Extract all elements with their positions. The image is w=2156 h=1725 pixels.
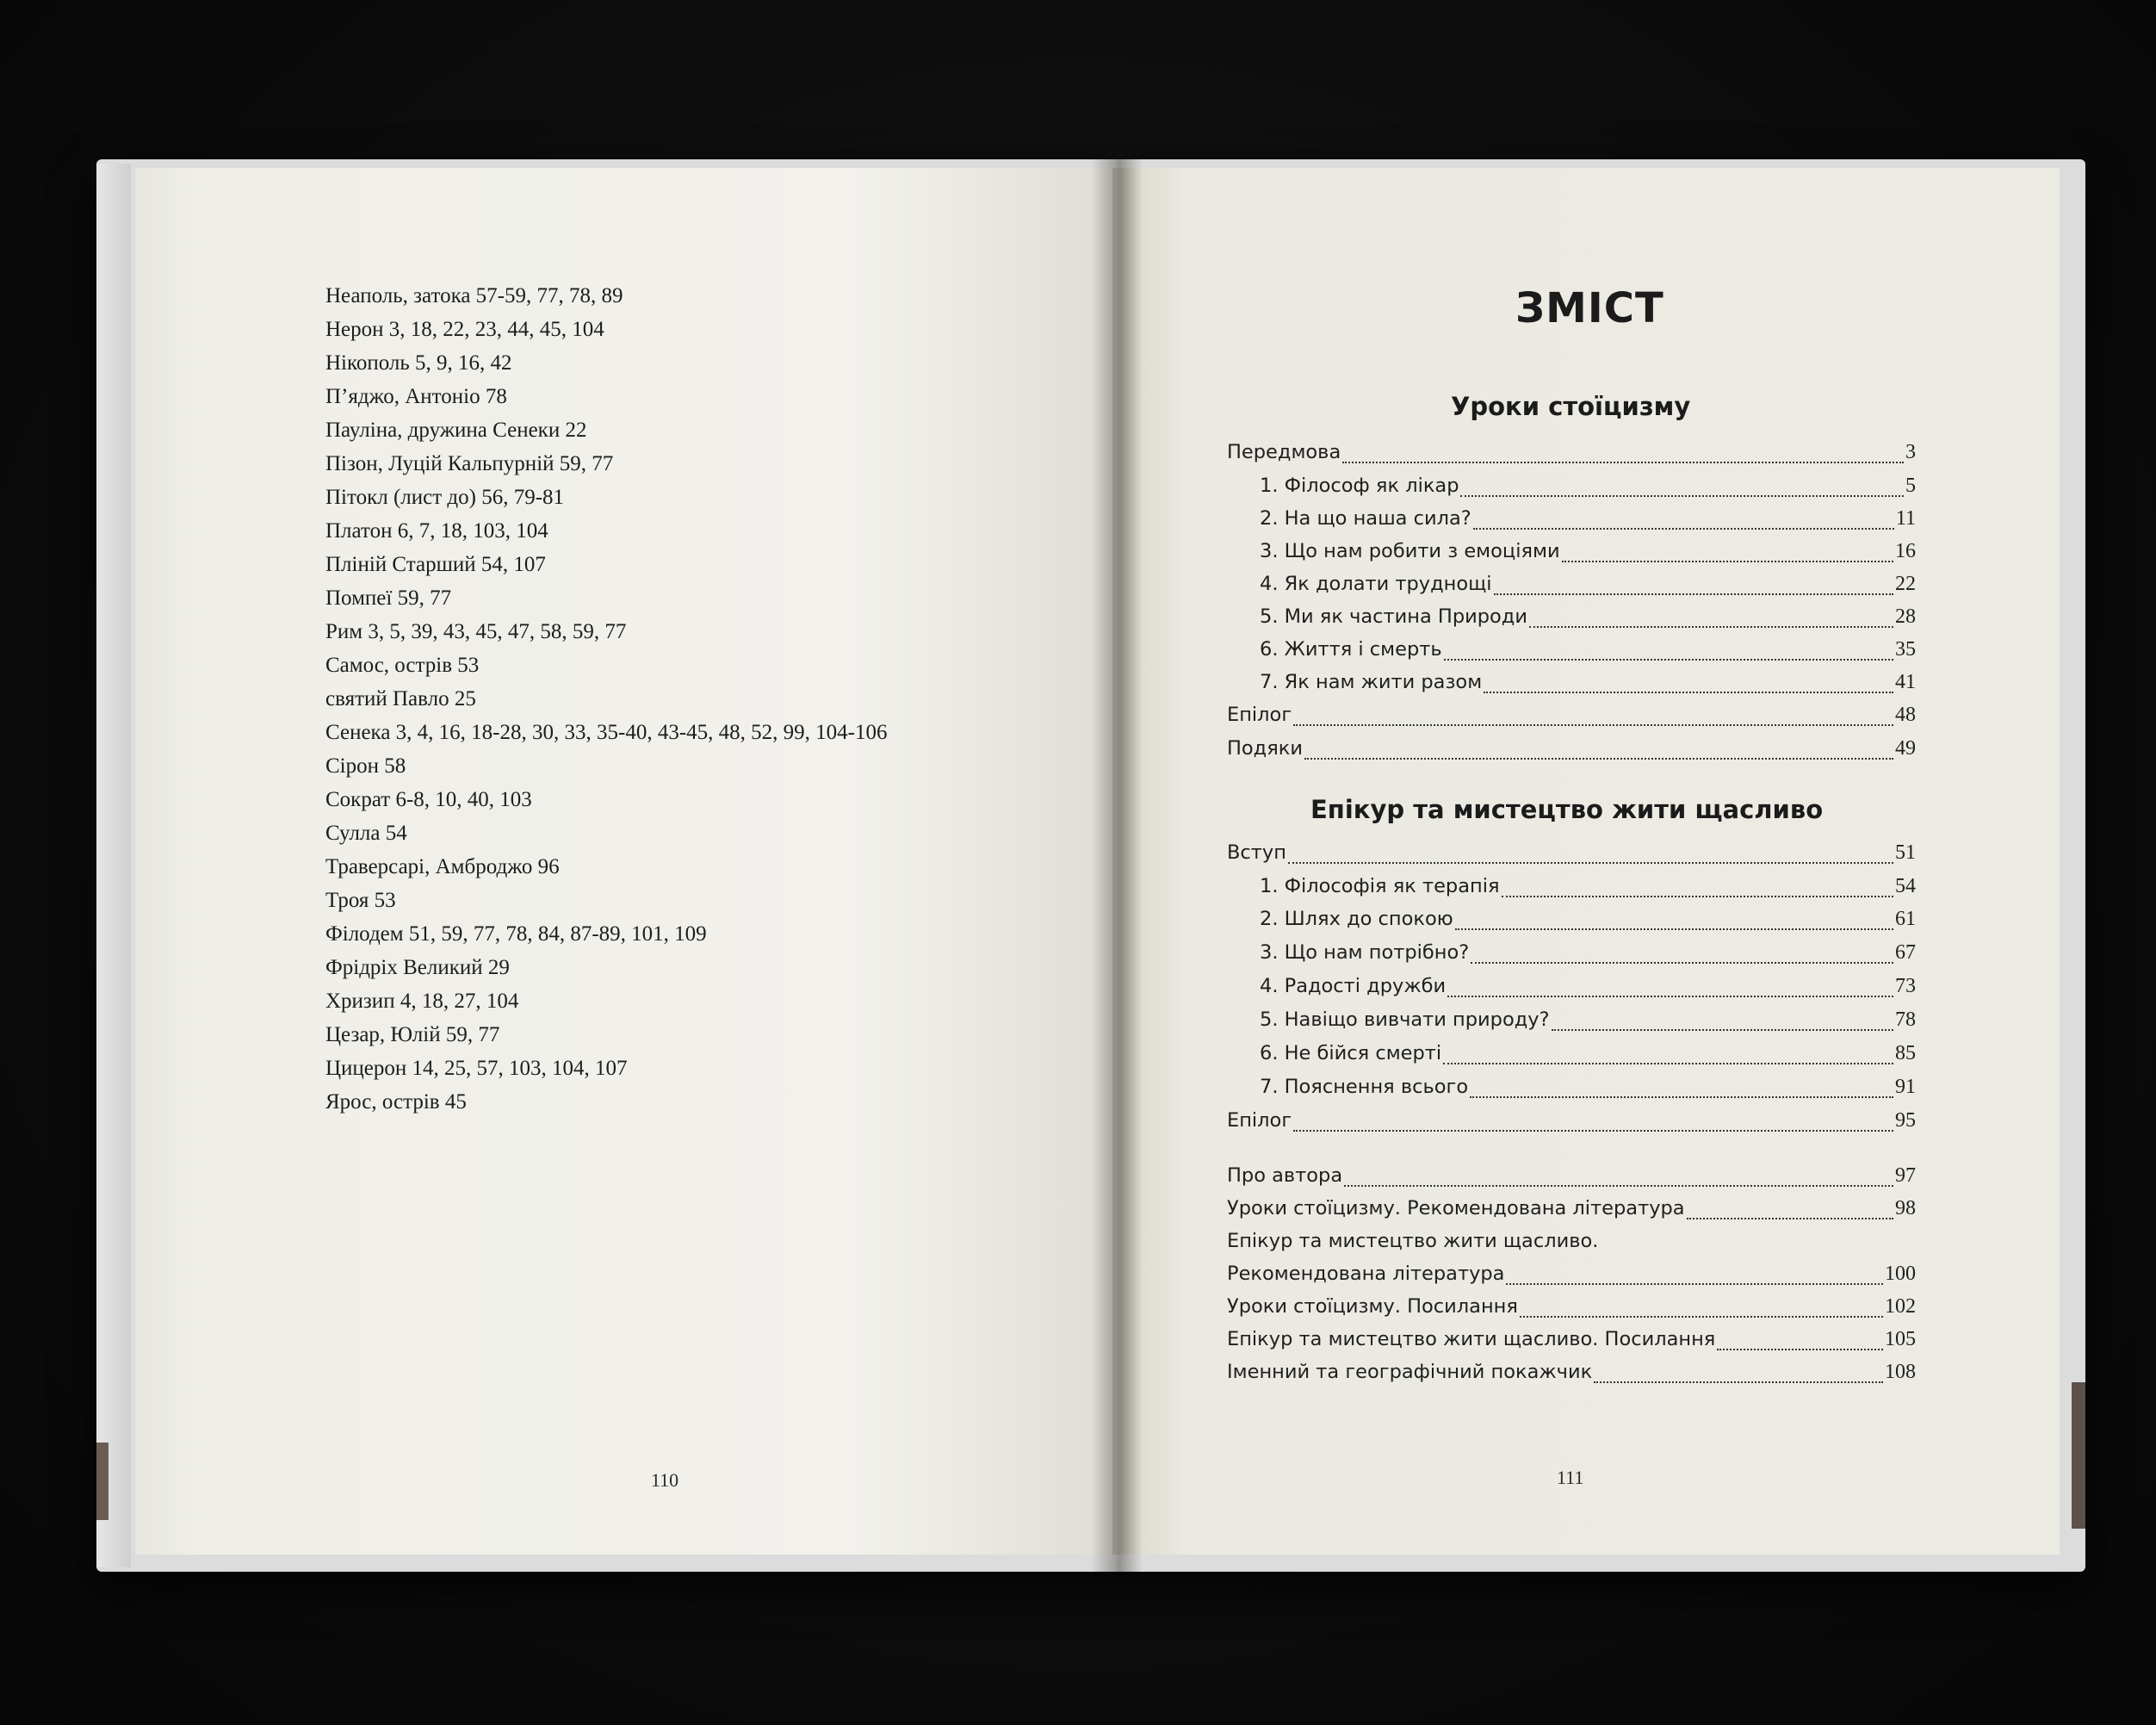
toc-entry: [1260, 941, 1916, 971]
toc-entry: [1227, 1230, 1916, 1259]
toc-entry-label: 1. Філософ як лікар: [1260, 475, 1459, 497]
index-entry: Сулла 54: [325, 822, 407, 845]
toc-entry: [1260, 1076, 1916, 1105]
toc-entry-page: 73: [1895, 975, 1916, 997]
toc-leader: [1520, 1316, 1883, 1318]
toc-entry: [1260, 1008, 1916, 1038]
toc-entry-page: 102: [1885, 1295, 1916, 1318]
toc-entry-page: 11: [1895, 507, 1916, 530]
toc-entry-page: 98: [1895, 1197, 1916, 1219]
toc-leader: [1470, 1096, 1893, 1098]
toc-entry-page: 54: [1895, 875, 1916, 897]
toc-entry-label: Епілог: [1227, 704, 1292, 726]
toc-section-title: Епікур та мистецтво жити щасливо: [1310, 795, 1824, 824]
toc-entry-page: 5: [1905, 475, 1916, 497]
index-entry: Цицерон 14, 25, 57, 103, 104, 107: [325, 1057, 628, 1080]
toc-entry-label: 2. Шлях до спокою: [1260, 908, 1453, 930]
toc-entry: [1260, 671, 1916, 700]
cover-stripe-right: [2072, 1382, 2085, 1529]
toc-entry: [1227, 841, 1916, 871]
toc-entry-page: 95: [1895, 1109, 1916, 1132]
toc-entry-label: Вступ: [1227, 841, 1286, 864]
toc-entry-page: 35: [1895, 638, 1916, 661]
toc-entry-label: 4. Як долати труднощі: [1260, 573, 1492, 595]
left-page-number: 110: [651, 1469, 679, 1491]
toc-entry-page: 3: [1905, 441, 1916, 463]
toc-entry-page: 28: [1895, 605, 1916, 628]
index-entry: Троя 53: [325, 889, 396, 912]
index-entry: Пізон, Луцій Кальпурній 59, 77: [325, 452, 614, 475]
index-entry: Сократ 6-8, 10, 40, 103: [325, 788, 532, 811]
toc-leader: [1444, 659, 1893, 661]
toc-leader: [1288, 862, 1893, 864]
index-entry: Сенека 3, 4, 16, 18-28, 30, 33, 35-40, 43-45, 48, 52, 99, 104-106: [325, 721, 888, 744]
index-entry: Неаполь, затока 57-59, 77, 78, 89: [325, 284, 623, 307]
toc-section-title: Уроки стоїцизму: [1451, 392, 1691, 421]
toc-entry: [1227, 737, 1916, 766]
index-entry: Пліній Старший 54, 107: [325, 553, 546, 576]
toc-leader: [1447, 996, 1893, 997]
index-entry: Траверсарі, Амброджо 96: [325, 855, 560, 878]
toc-leader: [1342, 462, 1904, 463]
index-entry: Нікополь 5, 9, 16, 42: [325, 351, 512, 375]
toc-entry: [1260, 908, 1916, 937]
toc-entry-page: 100: [1885, 1263, 1916, 1285]
toc-entry-page: 49: [1895, 737, 1916, 760]
index-entry: Фрідріх Великий 29: [325, 956, 510, 979]
toc-leader: [1494, 593, 1893, 595]
toc-entry: [1260, 475, 1916, 504]
index-entry: Платон 6, 7, 18, 103, 104: [325, 519, 548, 543]
toc-entry: [1260, 1042, 1916, 1071]
index-entry: Сірон 58: [325, 754, 406, 778]
toc-leader: [1443, 1063, 1893, 1064]
toc-entry-label: 3. Що нам робити з емоціями: [1260, 540, 1560, 562]
toc-entry-page: 97: [1895, 1164, 1916, 1187]
toc-entry-label: Епікур та мистецтво жити щасливо. Посилання: [1227, 1328, 1716, 1350]
toc-entry: [1260, 540, 1916, 569]
cover-edge: [96, 164, 131, 1567]
toc-entry: [1227, 704, 1916, 733]
toc-entry-label: 6. Не бійся смерті: [1260, 1042, 1442, 1064]
toc-title: ЗМІСТ: [1515, 284, 1664, 332]
toc-entry-page: 67: [1895, 941, 1916, 964]
index-entry: П’яджо, Антоніо 78: [325, 385, 507, 408]
toc-entry-label: 5. Навіщо вивчати природу?: [1260, 1008, 1550, 1031]
toc-entry-page: 41: [1895, 671, 1916, 693]
toc-entry-label: 7. Як нам жити разом: [1260, 671, 1483, 693]
toc-entry-label: Передмова: [1227, 441, 1341, 463]
toc-leader: [1717, 1349, 1883, 1350]
toc-entry-label: 4. Радості дружби: [1260, 975, 1447, 997]
index-entry: Рим 3, 5, 39, 43, 45, 47, 58, 59, 77: [325, 620, 627, 643]
toc-leader: [1293, 1130, 1893, 1132]
toc-entry-page: 16: [1895, 540, 1916, 562]
toc-entry: [1227, 1164, 1916, 1194]
toc-entry-label: 7. Пояснення всього: [1260, 1076, 1469, 1098]
toc-entry-label: Іменний та географічний покажчик: [1227, 1361, 1593, 1383]
toc-leader: [1473, 528, 1894, 530]
toc-leader: [1344, 1185, 1893, 1187]
toc-entry: [1227, 1109, 1916, 1139]
toc-entry: [1227, 1328, 1916, 1357]
toc-entry-page: 48: [1895, 704, 1916, 726]
toc-leader: [1594, 1381, 1883, 1383]
toc-entry: [1260, 507, 1916, 537]
toc-leader: [1562, 561, 1893, 562]
toc-entry-page: 78: [1895, 1008, 1916, 1031]
toc-entry: [1260, 573, 1916, 602]
toc-entry: [1227, 1295, 1916, 1325]
toc-entry: [1260, 638, 1916, 667]
toc-entry: [1227, 1361, 1916, 1390]
toc-leader: [1455, 928, 1893, 930]
toc-leader: [1687, 1218, 1893, 1219]
toc-entry-page: 105: [1885, 1328, 1916, 1350]
toc-entry-label: Епікур та мистецтво жити щасливо.: [1227, 1230, 1599, 1252]
toc-leader: [1304, 758, 1893, 760]
toc-entry-label: Подяки: [1227, 737, 1303, 760]
toc-entry: [1260, 605, 1916, 635]
book-gutter: [1091, 159, 1143, 1572]
toc-entry: [1227, 441, 1916, 470]
toc-entry-label: Про автора: [1227, 1164, 1343, 1187]
toc-entry: [1260, 875, 1916, 904]
toc-leader: [1293, 724, 1893, 726]
toc-entry-label: 5. Ми як частина Природи: [1260, 605, 1527, 628]
index-entry: святий Павло 25: [325, 687, 476, 710]
toc-entry-label: Епілог: [1227, 1109, 1292, 1132]
toc-entry-page: 108: [1885, 1361, 1916, 1383]
left-page: [135, 168, 1164, 1554]
toc-entry-label: Уроки стоїцизму. Посилання: [1227, 1295, 1518, 1318]
toc-leader: [1506, 1283, 1883, 1285]
toc-entry-label: 6. Життя і смерть: [1260, 638, 1442, 661]
toc-leader: [1552, 1029, 1893, 1031]
toc-leader: [1484, 692, 1893, 693]
toc-leader: [1460, 495, 1904, 497]
toc-entry-label: Рекомендована література: [1227, 1263, 1505, 1285]
toc-entry-page: 91: [1895, 1076, 1916, 1098]
toc-entry-page: 22: [1895, 573, 1916, 595]
index-entry: Самос, острів 53: [325, 654, 480, 677]
toc-entry-label: Уроки стоїцизму. Рекомендована література: [1227, 1197, 1685, 1219]
toc-leader: [1502, 896, 1894, 897]
toc-entry: [1260, 975, 1916, 1004]
cover-stripe-left: [96, 1443, 108, 1520]
index-entry: Пітокл (лист до) 56, 79-81: [325, 486, 565, 509]
toc-leader: [1471, 962, 1893, 964]
toc-entry-label: 3. Що нам потрібно?: [1260, 941, 1470, 964]
toc-entry-page: 51: [1895, 841, 1916, 864]
toc-entry: [1227, 1263, 1916, 1292]
toc-entry-label: 2. На що наша сила?: [1260, 507, 1471, 530]
index-entry: Хризип 4, 18, 27, 104: [325, 990, 519, 1013]
toc-entry-label: 1. Філософія як терапія: [1260, 875, 1500, 897]
index-entry: Пауліна, дружина Сенеки 22: [325, 419, 587, 442]
toc-entry: [1227, 1197, 1916, 1226]
right-page-number: 111: [1557, 1467, 1584, 1488]
toc-entry-page: 85: [1895, 1042, 1916, 1064]
index-entry: Нерон 3, 18, 22, 23, 44, 45, 104: [325, 318, 604, 341]
index-entry: Ярос, острів 45: [325, 1090, 467, 1114]
index-entry: Помпеї 59, 77: [325, 586, 452, 610]
index-entry: Філодем 51, 59, 77, 78, 84, 87-89, 101, 109: [325, 922, 707, 946]
index-entry: Цезар, Юлій 59, 77: [325, 1023, 500, 1046]
toc-entry-page: 61: [1895, 908, 1916, 930]
toc-leader: [1529, 626, 1893, 628]
